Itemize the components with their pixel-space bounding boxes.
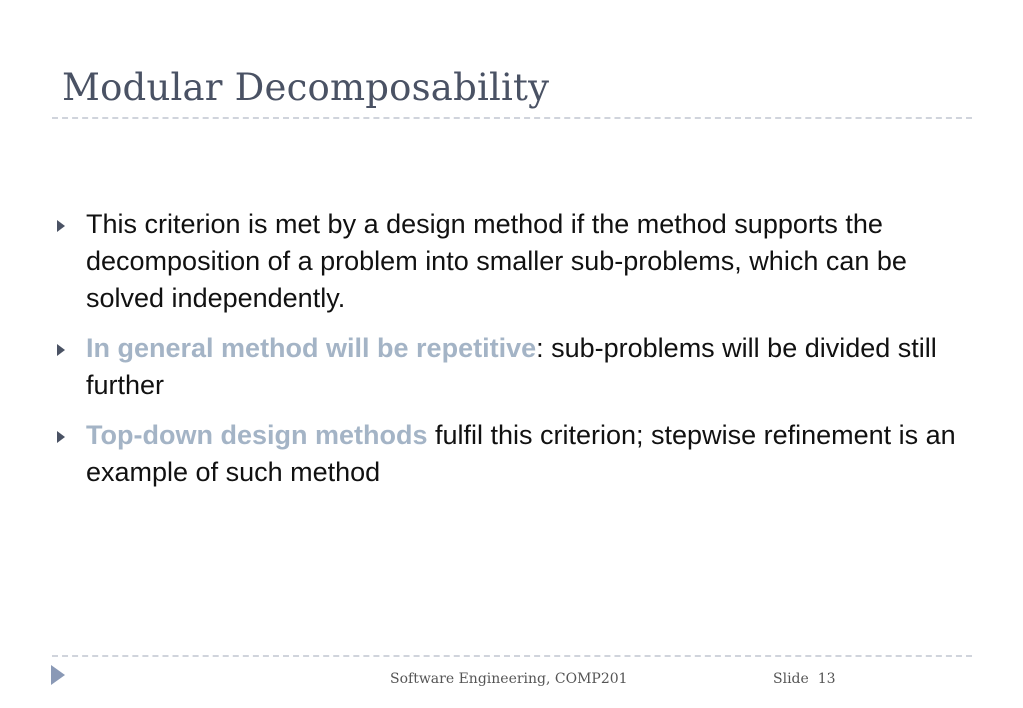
footer-course: Software Engineering, COMP201 [390,671,628,687]
slide-title: Modular Decomposability [62,66,550,109]
bullet-list [0,206,1023,504]
bullet-arrow-icon [57,431,65,443]
footer-slide-number [773,671,836,687]
bullet-text: : sub-problems will be divided still further [86,333,937,400]
bullet-item [0,330,1023,404]
slide-label: Slide [773,671,809,687]
bullet-item [0,206,1023,317]
title-divider [52,117,972,119]
bullet-arrow-icon [57,220,65,232]
bullet-text: fulfil this criterion; stepwise refinement is an example of such method [86,420,956,487]
bullet-highlight: In general method will be repetitive [86,333,537,363]
slide-number: 13 [817,671,836,687]
bullet-highlight: Top-down design methods [86,420,428,450]
bullet-item [0,417,1023,491]
footer-divider [52,655,972,657]
footer-triangle-icon [51,665,65,685]
bullet-text: This criterion is met by a design method if the method supports the decomposition of a problem into smaller sub-problems, which can be solved independently. [86,209,907,313]
bullet-arrow-icon [57,344,65,356]
